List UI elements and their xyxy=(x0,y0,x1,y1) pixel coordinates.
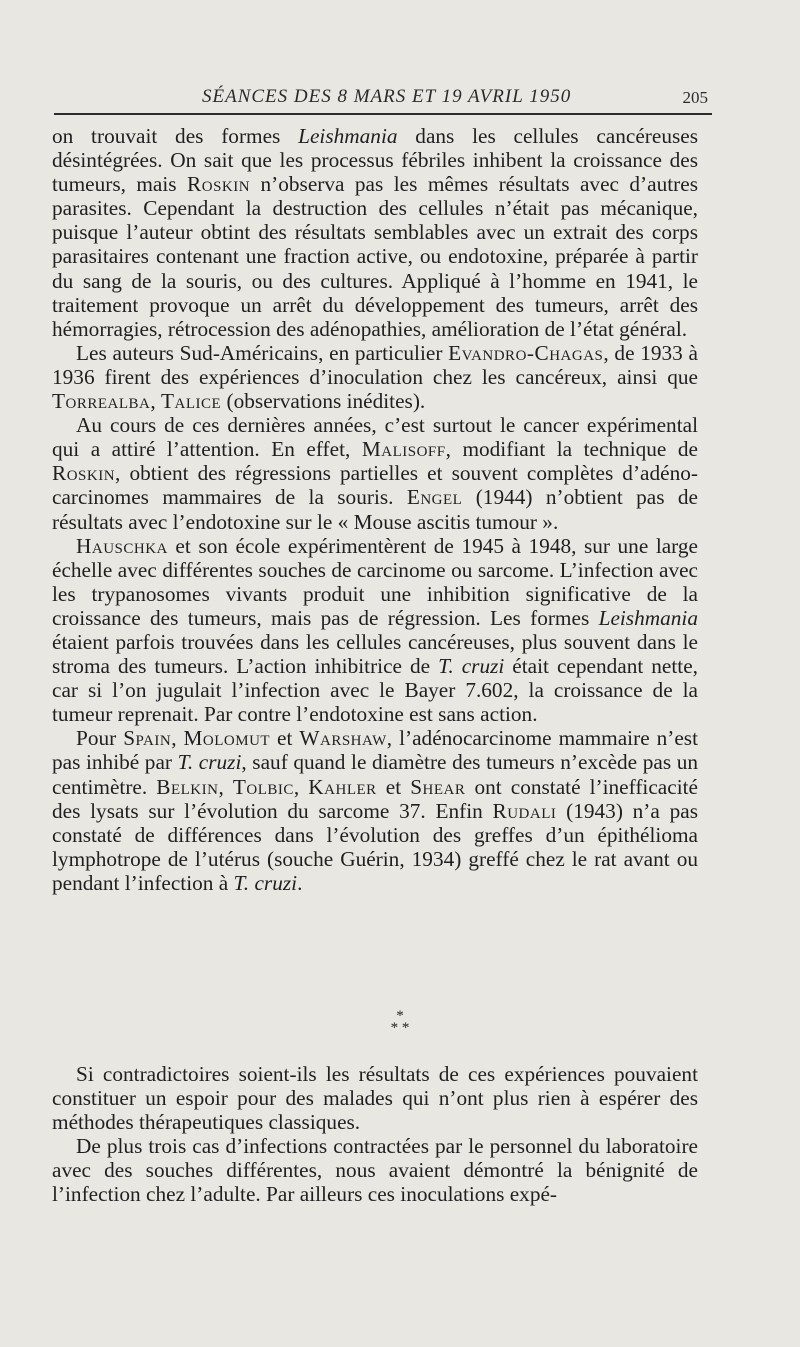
author-name: Shear xyxy=(410,774,466,799)
italic-term: T. cruzi xyxy=(233,870,298,895)
paragraph xyxy=(52,413,698,533)
text-run: , sauf quand le diamètre des tumeurs n’excède pas un centimètre. xyxy=(52,750,698,799)
page-header xyxy=(52,76,712,106)
text-run: , xyxy=(293,774,309,799)
text-run: étaient parfois trouvées dans les cellules cancéreuses, plus souvent dans le stroma des tumeurs. L’action inhibitrice de xyxy=(52,629,698,679)
text-run: . xyxy=(297,870,303,895)
author-name: Engel xyxy=(406,485,463,510)
author-name: Torrealba xyxy=(52,389,151,414)
author-name: Warshaw xyxy=(299,726,387,751)
paragraph xyxy=(52,341,698,413)
paragraph xyxy=(52,1134,698,1206)
text-run: dans les cellules cancéreuses désintégrées. On sait que les processus fébriles inhibent la croissance des tumeurs, mais xyxy=(52,124,698,197)
text-run: et xyxy=(376,774,411,799)
text-run: (observations inédites). xyxy=(221,389,426,414)
text-run: on trouvait des formes xyxy=(52,124,299,148)
italic-term: T. cruzi xyxy=(177,750,242,775)
paragraph xyxy=(52,1062,698,1134)
paragraph xyxy=(52,534,698,727)
text-run: (1944) n’obtient pas de résultats avec l’endotoxine sur le « Mouse ascitis tumour ». xyxy=(52,485,698,534)
author-name: Roskin xyxy=(187,172,251,197)
text-run: , obtient des régressions partielles et souvent complètes d’adéno-carcinomes mammaires de la souris. xyxy=(52,461,698,510)
author-name: Rudali xyxy=(492,798,557,823)
author-name: Spain xyxy=(123,726,172,751)
text-run: , modifiant la technique de xyxy=(445,437,698,462)
author-name: Belkin xyxy=(156,774,219,799)
author-name: Molomut xyxy=(183,726,271,751)
author-name: Talice xyxy=(161,389,222,414)
author-name: Roskin xyxy=(52,461,116,486)
text-run: , xyxy=(171,726,184,751)
text-run: Pour xyxy=(76,726,124,751)
paragraph xyxy=(52,726,698,895)
page-number: 205 xyxy=(682,88,708,107)
header-rule xyxy=(54,113,712,115)
asterism-bottom: * * xyxy=(390,1020,410,1036)
body-text xyxy=(52,124,698,895)
section-asterism xyxy=(0,1010,800,1050)
paragraph xyxy=(52,124,698,341)
body-text-section-2 xyxy=(52,1062,698,1207)
text-run: n’observa pas les mêmes résultats avec d’autres parasites. Cependant la destruction des cellules n’était pas mécanique, puisque l’auteur obtint des résultats semblables avec un extrait des corps parasitaires contenant une fraction active, ou endotoxine, préparée à partir du sang de la souris, ou des cultures. Appliqué à l’homme en 1941, le traitement provoque un arrêt du développement des tumeurs, arrêt des hémorragies, rétrocession des adénopathies, amélioration de l’état général. xyxy=(52,172,698,341)
text-run: , l’adénocarcinome mammaire n’est pas inhibé par xyxy=(52,726,698,775)
italic-term: Leishmania xyxy=(598,605,698,630)
author-name: Kahler xyxy=(308,774,377,799)
text-run: De plus trois cas d’infections contractées par le personnel du laboratoire avec des souches différentes, nous avaient démontré la bénignité de l’infection chez l’adulte. Par ailleurs ces inoculations expé- xyxy=(52,1134,698,1207)
text-run: et xyxy=(270,726,300,751)
running-head: SÉANCES DES 8 MARS ET 19 AVRIL 1950 xyxy=(202,86,572,107)
author-name: Evandro-Chagas xyxy=(448,340,604,365)
text-run: Si contradictoires soient-ils les résultats de ces expériences pouvaient constituer un espoir pour des malades qui n’ont plus rien à espérer des méthodes thérapeutiques classiques. xyxy=(52,1062,698,1135)
text-run: , xyxy=(150,389,162,414)
text-run: (1943) n’a pas constaté de différences dans l’évolution des greffes d’un épithélioma lymphotrope de l’utérus (souche Guérin, 1934) greffé chez le rat avant ou pendant l’infection à xyxy=(52,798,698,895)
italic-term: Leishmania xyxy=(298,124,398,148)
text-run: Les auteurs Sud-Américains, en particulier xyxy=(76,340,449,365)
text-run: , de 1933 à 1936 firent des expériences d’inoculation chez les cancéreux, ainsi que xyxy=(52,340,698,389)
asterism-top: * xyxy=(396,1008,404,1024)
author-name: Hauschka xyxy=(76,533,168,558)
text-run: était cependant nette, car si l’on jugulait l’infection avec le Bayer 7.602, la croissance de la tumeur reprenait. Par contre l’endotoxine est sans action. xyxy=(52,654,698,727)
italic-term: T. cruzi xyxy=(438,654,505,679)
text-run: et son école expérimentèrent de 1945 à 1948, sur une large échelle avec différentes souches de carcinome ou sarcome. L’infection avec les trypanosomes vivants produit une inhibition significative de la croissance des tumeurs, mais pas de régression. Les formes xyxy=(52,533,698,630)
text-run: , xyxy=(218,774,233,799)
text-run: Au cours de ces dernières années, c’est surtout le cancer expérimental qui a attiré l’attention. En effet, xyxy=(52,413,698,462)
text-run: ont constaté l’inefficacité des lysats sur l’évolution du sarcome 37. Enfin xyxy=(52,774,698,823)
author-name: Malisoff xyxy=(361,437,446,462)
author-name: Tolbic xyxy=(232,774,294,799)
